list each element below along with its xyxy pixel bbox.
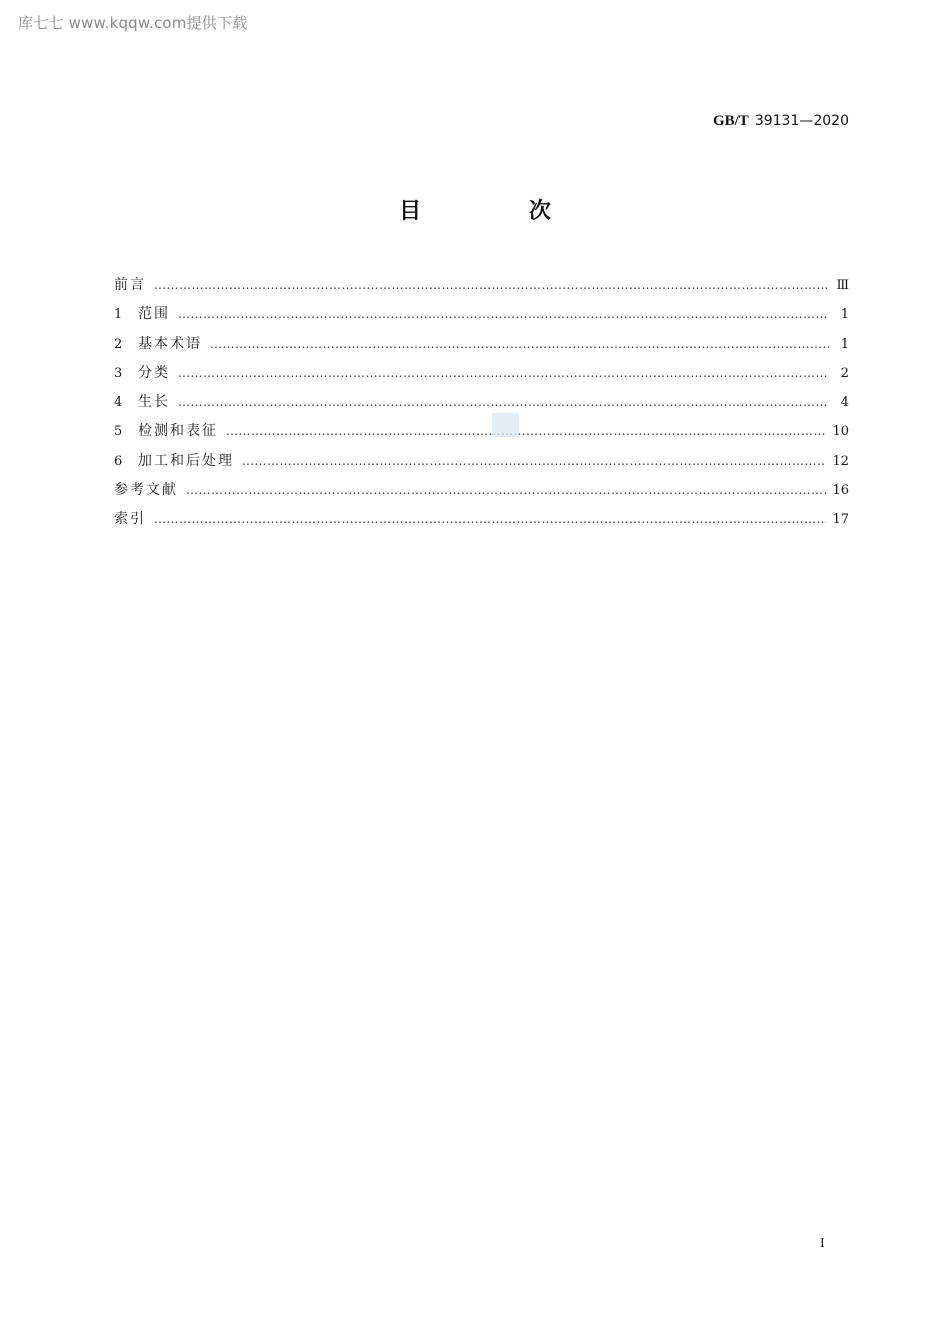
toc-entry-label: 生长: [138, 394, 170, 411]
toc-entry-page: 1: [840, 336, 849, 352]
toc-entry-detection[interactable]: [114, 417, 849, 446]
dot-leader: [178, 300, 829, 329]
dot-leader: [154, 271, 829, 300]
toc-entry-classification[interactable]: [114, 359, 849, 388]
toc-entry-number: 5: [114, 424, 123, 440]
toc-entry-references[interactable]: [114, 476, 849, 505]
standard-code: GB/T: [712, 113, 749, 129]
toc-entry-scope[interactable]: [114, 300, 849, 329]
center-logo-mark: [492, 413, 519, 437]
download-watermark: 库七七 www.kqqw.com提供下载: [18, 14, 248, 32]
toc-entry-number: 1: [114, 307, 123, 323]
toc-entry-label: 索引: [114, 511, 146, 528]
toc-entry-label: 基本术语: [138, 335, 202, 352]
standard-number: [713, 113, 849, 130]
dot-leader: [210, 330, 829, 359]
toc-entry-index[interactable]: [114, 505, 849, 534]
toc-entry-page: 12: [832, 453, 849, 469]
toc-entry-growth[interactable]: [114, 388, 849, 417]
toc-entry-page: Ⅲ: [836, 278, 849, 293]
toc-entry-page: 17: [832, 512, 849, 528]
dot-leader: [242, 447, 826, 476]
toc-entry-basic-terms[interactable]: [114, 330, 849, 359]
toc-entry-page: 2: [840, 365, 849, 381]
toc-entry-page: 16: [832, 483, 849, 499]
toc-entry-label: 加工和后处理: [138, 452, 234, 469]
dot-leader: [226, 417, 826, 446]
toc-entry-number: 2: [114, 336, 123, 352]
toc-entry-label: 检测和表征: [138, 423, 218, 440]
toc-entry-label: 前言: [114, 277, 146, 293]
toc-entry-foreword[interactable]: [114, 271, 849, 300]
page-title: 目 次: [399, 199, 601, 224]
dot-leader: [178, 359, 829, 388]
toc-entry-number: 3: [114, 365, 123, 381]
toc-entry-label: 范围: [138, 306, 170, 323]
toc-entry-page: 10: [832, 424, 849, 440]
toc-entry-label: 分类: [138, 364, 170, 381]
table-of-contents: [114, 271, 849, 535]
toc-entry-page: 1: [840, 307, 849, 323]
toc-entry-number: 6: [114, 453, 123, 469]
toc-entry-processing[interactable]: [114, 447, 849, 476]
page-number: I: [820, 1236, 825, 1251]
toc-entry-number: 4: [114, 395, 123, 411]
standard-year-number: 39131—2020: [754, 113, 849, 129]
dot-leader: [154, 505, 826, 534]
dot-leader: [186, 476, 826, 505]
toc-entry-label: 参考文献: [114, 482, 178, 499]
toc-entry-page: 4: [840, 395, 849, 411]
